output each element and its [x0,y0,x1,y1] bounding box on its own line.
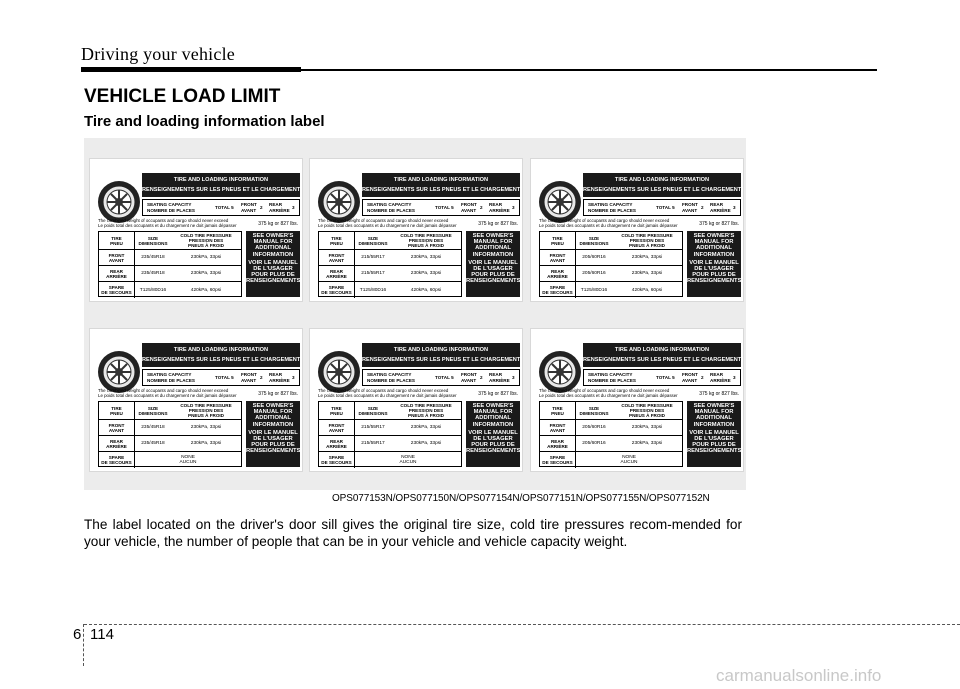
seating-total: TOTAL 5 [435,375,454,380]
tire-pressure-table [98,231,242,297]
manual-line: POUR PLUS DE [251,442,295,449]
tire-label-card [89,328,303,472]
front-pressure: 230kPa, 33psi [190,425,222,430]
col-size: SIZE DIMENSIONS [579,405,609,416]
rear-seat-count: 3 [733,205,736,210]
seating-en: SEATING CAPACITY [367,202,412,207]
rear-en: REAR [269,372,283,377]
front-fr: AVANT [241,207,257,213]
manual-line: VOIR LE MANUEL [689,259,739,266]
seating-en: SEATING CAPACITY [147,202,192,207]
manual-line: ADDITIONAL [255,245,291,252]
rear-en: REAR [710,202,724,207]
seating-en: SEATING CAPACITY [588,202,633,207]
tire-pressure-table [539,231,683,297]
manual-line: DE L'USAGER [694,436,734,443]
col-size: SIZE DIMENSIONS [579,235,609,246]
manual-line: DE L'USAGER [253,266,293,273]
manual-line: MANUAL FOR [253,239,293,246]
col-tire: TIRE PNEU [540,232,576,249]
front-size: 235/45R18 [141,255,165,260]
manual-line: MANUAL FOR [694,409,734,416]
weight-en: The combined weight of occupants and cargo should never exceed [539,218,670,223]
col-pressure: COLD TIRE PRESSURE PRESSION DES PNEUS À FROID [621,233,673,248]
col-tire: TIRE PNEU [540,402,576,419]
manual-line: SEE OWNER'S [693,403,735,409]
tire-label-figure [84,138,746,490]
tire-pressure-table [318,401,462,467]
label-title-en: TIRE AND LOADING INFORMATION [614,347,710,353]
rear-en: REAR [710,372,724,377]
row-front: FRONT AVANT [99,420,135,435]
seating-total: TOTAL 5 [435,205,454,210]
manual-line: INFORMATION [252,421,294,428]
see-manual-box [246,231,300,297]
seating-capacity-row [142,369,300,386]
row-rear: REAR ARRIÈRE [540,266,576,281]
rear-size: 205/60R16 [582,441,606,446]
rear-en: REAR [489,202,503,207]
rear-fr: ARRIÈRE [269,377,290,383]
row-rear: REAR ARRIÈRE [99,436,135,451]
front-en: FRONT [241,372,257,377]
manual-line: INFORMATION [693,251,735,258]
manual-line: VOIR LE MANUEL [468,259,518,266]
front-en: FRONT [461,202,477,207]
label-title-band [362,343,520,367]
manual-line: DE L'USAGER [694,266,734,273]
row-spare: SPARE DE SECOURS [319,282,355,298]
tire-pressure-table [98,401,242,467]
weight-fr: Le poids total des occupants et du chargement ne doit jamais dépasser [539,223,678,229]
front-pressure: 230kPa, 33psi [631,255,663,260]
front-fr: AVANT [241,377,257,383]
page-number: 114 [90,626,114,643]
row-rear: REAR ARRIÈRE [540,436,576,451]
header-rule-thin [301,69,877,71]
manual-line: POUR PLUS DE [471,272,515,279]
row-front: FRONT AVANT [319,420,355,435]
col-pressure: COLD TIRE PRESSURE PRESSION DES PNEUS À FROID [400,403,452,418]
seating-en: SEATING CAPACITY [588,372,633,377]
front-seat-count: 2 [260,205,263,210]
page-section-number: 6 [73,626,82,643]
manual-line: VOIR LE MANUEL [689,429,739,436]
label-title-fr: RENSEIGNEMENTS SUR LES PNEUS ET LE CHARGEMENT [583,187,742,193]
manual-line: ADDITIONAL [255,415,291,422]
tire-label-card [530,158,744,302]
see-manual-box [687,231,741,297]
tire-label-card [309,158,523,302]
seating-fr: NOMBRE DE PLACES [367,207,415,213]
front-seat-count: 2 [480,375,483,380]
rear-pressure: 230kPa, 33psi [410,271,442,276]
manual-line: POUR PLUS DE [471,442,515,449]
manual-line: POUR PLUS DE [692,442,736,449]
label-title-band [142,173,300,197]
label-title-fr: RENSEIGNEMENTS SUR LES PNEUS ET LE CHARGEMENT [362,357,521,363]
weight-en: The combined weight of occupants and cargo should never exceed [318,388,449,393]
front-seat-count: 2 [480,205,483,210]
front-size: 215/55R17 [361,255,385,260]
weight-fr: Le poids total des occupants et du chargement ne doit jamais dépasser [539,393,678,399]
seating-fr: NOMBRE DE PLACES [147,207,195,213]
col-pressure: COLD TIRE PRESSURE PRESSION DES PNEUS À FROID [180,233,232,248]
manual-line: INFORMATION [693,421,735,428]
manual-line: RENSEIGNEMENTS [246,448,301,455]
rear-seat-count: 3 [512,375,515,380]
weight-en: The combined weight of occupants and cargo should never exceed [539,388,670,393]
row-rear: REAR ARRIÈRE [99,266,135,281]
label-title-band [583,343,741,367]
row-front: FRONT AVANT [540,420,576,435]
seating-total: TOTAL 5 [656,375,675,380]
seating-capacity-row [362,199,520,216]
seating-capacity-row [142,199,300,216]
rear-seat-count: 3 [292,375,295,380]
manual-line: MANUAL FOR [253,409,293,416]
label-title-en: TIRE AND LOADING INFORMATION [173,177,269,183]
rear-fr: ARRIÈRE [710,207,731,213]
label-title-fr: RENSEIGNEMENTS SUR LES PNEUS ET LE CHARGEMENT [142,187,301,193]
label-title-fr: RENSEIGNEMENTS SUR LES PNEUS ET LE CHARGEMENT [362,187,521,193]
col-pressure: COLD TIRE PRESSURE PRESSION DES PNEUS À FROID [400,233,452,248]
seating-en: SEATING CAPACITY [147,372,192,377]
weight-value: 375 kg or 827 lbs. [478,221,518,227]
weight-fr: Le poids total des occupants et du chargement ne doit jamais dépasser [318,223,457,229]
front-fr: AVANT [461,377,477,383]
spare-pressure: 420kPa, 60psi [190,287,222,293]
manual-line: VOIR LE MANUEL [248,429,298,436]
rear-pressure: 230kPa, 33psi [631,441,663,446]
seating-capacity-row [362,369,520,386]
spare-size: T125/80D16 [359,287,387,293]
rear-seat-count: 3 [733,375,736,380]
weight-fr: Le poids total des occupants et du chargement ne doit jamais dépasser [318,393,457,399]
seating-total: TOTAL 5 [215,375,234,380]
manual-line: ADDITIONAL [696,415,732,422]
seating-total: TOTAL 5 [215,205,234,210]
seating-fr: NOMBRE DE PLACES [588,207,636,213]
weight-limit-row [98,218,300,228]
manual-line: RENSEIGNEMENTS [246,278,301,285]
spare-size: T125/80D16 [580,287,608,293]
rear-size: 215/55R17 [361,271,385,276]
row-spare: SPARE DE SECOURS [99,282,135,298]
front-pressure: 230kPa, 33psi [190,255,222,260]
manual-line: VOIR LE MANUEL [248,259,298,266]
manual-line: SEE OWNER'S [693,233,735,239]
manual-line: INFORMATION [472,251,514,258]
manual-line: DE L'USAGER [473,266,513,273]
tire-pressure-table [539,401,683,467]
front-fr: AVANT [682,207,698,213]
rear-pressure: 230kPa, 33psi [190,271,222,276]
weight-limit-row [98,388,300,398]
col-tire: TIRE PNEU [319,402,355,419]
row-rear: REAR ARRIÈRE [319,266,355,281]
body-paragraph: The label located on the driver's door sill gives the original tire size, cold tire pressures recom-mended for your vehicle, the number of people that can be in your vehicle and vehicle capacity weight. [84,517,742,549]
see-manual-box [466,231,520,297]
col-tire: TIRE PNEU [319,232,355,249]
label-title-fr: RENSEIGNEMENTS SUR LES PNEUS ET LE CHARGEMENT [142,357,301,363]
rear-pressure: 230kPa, 33psi [410,441,442,446]
weight-value: 375 kg or 827 lbs. [258,221,298,227]
col-pressure: COLD TIRE PRESSURE PRESSION DES PNEUS À FROID [621,403,673,418]
front-size: 205/60R16 [582,425,606,430]
weight-limit-row [539,218,741,228]
section-title: VEHICLE LOAD LIMIT [84,86,281,107]
rear-pressure: 230kPa, 33psi [190,441,222,446]
front-seat-count: 2 [701,375,704,380]
rear-seat-count: 3 [292,205,295,210]
col-size: SIZE DIMENSIONS [358,405,388,416]
front-seat-count: 2 [701,205,704,210]
row-front: FRONT AVANT [540,250,576,265]
manual-line: DE L'USAGER [253,436,293,443]
page-hrule [84,624,960,625]
spare-size: T125/80D16 [139,287,167,293]
manual-line: RENSEIGNEMENTS [687,448,742,455]
manual-line: SEE OWNER'S [472,233,514,239]
seating-fr: NOMBRE DE PLACES [367,377,415,383]
col-size: SIZE DIMENSIONS [138,405,168,416]
seating-fr: NOMBRE DE PLACES [147,377,195,383]
manual-line: SEE OWNER'S [252,403,294,409]
seating-capacity-row [583,369,741,386]
page-header-title: Driving your vehicle [81,44,235,64]
row-rear: REAR ARRIÈRE [319,436,355,451]
front-size: 205/60R16 [582,255,606,260]
col-pressure: COLD TIRE PRESSURE PRESSION DES PNEUS À FROID [180,403,232,418]
weight-value: 375 kg or 827 lbs. [699,391,739,397]
label-title-en: TIRE AND LOADING INFORMATION [173,347,269,353]
manual-line: MANUAL FOR [473,239,513,246]
rear-size: 235/45R18 [141,441,165,446]
tire-pressure-table [318,231,462,297]
label-title-band [362,173,520,197]
seating-total: TOTAL 5 [656,205,675,210]
weight-fr: Le poids total des occupants et du chargement ne doit jamais dépasser [98,223,237,229]
seating-en: SEATING CAPACITY [367,372,412,377]
front-pressure: 230kPa, 33psi [410,255,442,260]
rear-en: REAR [489,372,503,377]
rear-size: 235/45R18 [141,271,165,276]
rear-fr: ARRIÈRE [489,207,510,213]
seating-fr: NOMBRE DE PLACES [588,377,636,383]
manual-line: RENSEIGNEMENTS [466,278,521,285]
label-title-en: TIRE AND LOADING INFORMATION [393,347,489,353]
manual-line: ADDITIONAL [696,245,732,252]
manual-line: POUR PLUS DE [692,272,736,279]
front-size: 235/45R18 [141,425,165,430]
manual-line: MANUAL FOR [473,409,513,416]
label-title-band [583,173,741,197]
spare-none: NONE AUCUN [620,455,638,465]
weight-en: The combined weight of occupants and cargo should never exceed [98,388,229,393]
manual-line: RENSEIGNEMENTS [687,278,742,285]
manual-line: DE L'USAGER [473,436,513,443]
manual-line: POUR PLUS DE [251,272,295,279]
weight-value: 375 kg or 827 lbs. [258,391,298,397]
page-vrule [83,624,84,666]
manual-line: SEE OWNER'S [472,403,514,409]
weight-limit-row [318,218,520,228]
rear-pressure: 230kPa, 33psi [631,271,663,276]
front-en: FRONT [241,202,257,207]
front-fr: AVANT [461,207,477,213]
rear-fr: ARRIÈRE [710,377,731,383]
see-manual-box [687,401,741,467]
label-title-en: TIRE AND LOADING INFORMATION [614,177,710,183]
weight-en: The combined weight of occupants and cargo should never exceed [98,218,229,223]
front-en: FRONT [682,202,698,207]
spare-pressure: 420kPa, 60psi [631,287,663,293]
rear-size: 205/60R16 [582,271,606,276]
seating-capacity-row [583,199,741,216]
row-spare: SPARE DE SECOURS [99,452,135,468]
watermark: carmanualsonline.info [716,666,882,685]
weight-fr: Le poids total des occupants et du chargement ne doit jamais dépasser [98,393,237,399]
manual-line: SEE OWNER'S [252,233,294,239]
front-en: FRONT [682,372,698,377]
rear-fr: ARRIÈRE [489,377,510,383]
rear-fr: ARRIÈRE [269,207,290,213]
manual-line: ADDITIONAL [475,245,511,252]
manual-line: ADDITIONAL [475,415,511,422]
weight-limit-row [539,388,741,398]
weight-value: 375 kg or 827 lbs. [699,221,739,227]
row-spare: SPARE DE SECOURS [540,452,576,468]
subsection-title: Tire and loading information label [84,113,325,130]
figure-caption-code: OPS077153N/OPS077150N/OPS077154N/OPS077151N/OPS077155N/OPS077152N [332,493,710,504]
see-manual-box [466,401,520,467]
front-pressure: 230kPa, 33psi [410,425,442,430]
front-en: FRONT [461,372,477,377]
front-pressure: 230kPa, 33psi [631,425,663,430]
rear-en: REAR [269,202,283,207]
spare-pressure: 420kPa, 60psi [410,287,442,293]
tire-label-card [89,158,303,302]
tire-label-card [530,328,744,472]
manual-line: MANUAL FOR [694,239,734,246]
label-title-en: TIRE AND LOADING INFORMATION [393,177,489,183]
front-fr: AVANT [682,377,698,383]
col-size: SIZE DIMENSIONS [138,235,168,246]
manual-line: INFORMATION [252,251,294,258]
row-spare: SPARE DE SECOURS [540,282,576,298]
front-size: 215/55R17 [361,425,385,430]
front-seat-count: 2 [260,375,263,380]
weight-en: The combined weight of occupants and cargo should never exceed [318,218,449,223]
rear-size: 215/55R17 [361,441,385,446]
see-manual-box [246,401,300,467]
manual-line: RENSEIGNEMENTS [466,448,521,455]
spare-none: NONE AUCUN [179,455,197,465]
manual-line: VOIR LE MANUEL [468,429,518,436]
row-spare: SPARE DE SECOURS [319,452,355,468]
weight-limit-row [318,388,520,398]
label-title-band [142,343,300,367]
col-tire: TIRE PNEU [99,232,135,249]
col-size: SIZE DIMENSIONS [358,235,388,246]
header-rule-thick [81,67,301,72]
spare-none: NONE AUCUN [399,455,417,465]
row-front: FRONT AVANT [319,250,355,265]
row-front: FRONT AVANT [99,250,135,265]
col-tire: TIRE PNEU [99,402,135,419]
tire-label-card [309,328,523,472]
manual-line: INFORMATION [472,421,514,428]
rear-seat-count: 3 [512,205,515,210]
label-title-fr: RENSEIGNEMENTS SUR LES PNEUS ET LE CHARGEMENT [583,357,742,363]
weight-value: 375 kg or 827 lbs. [478,391,518,397]
